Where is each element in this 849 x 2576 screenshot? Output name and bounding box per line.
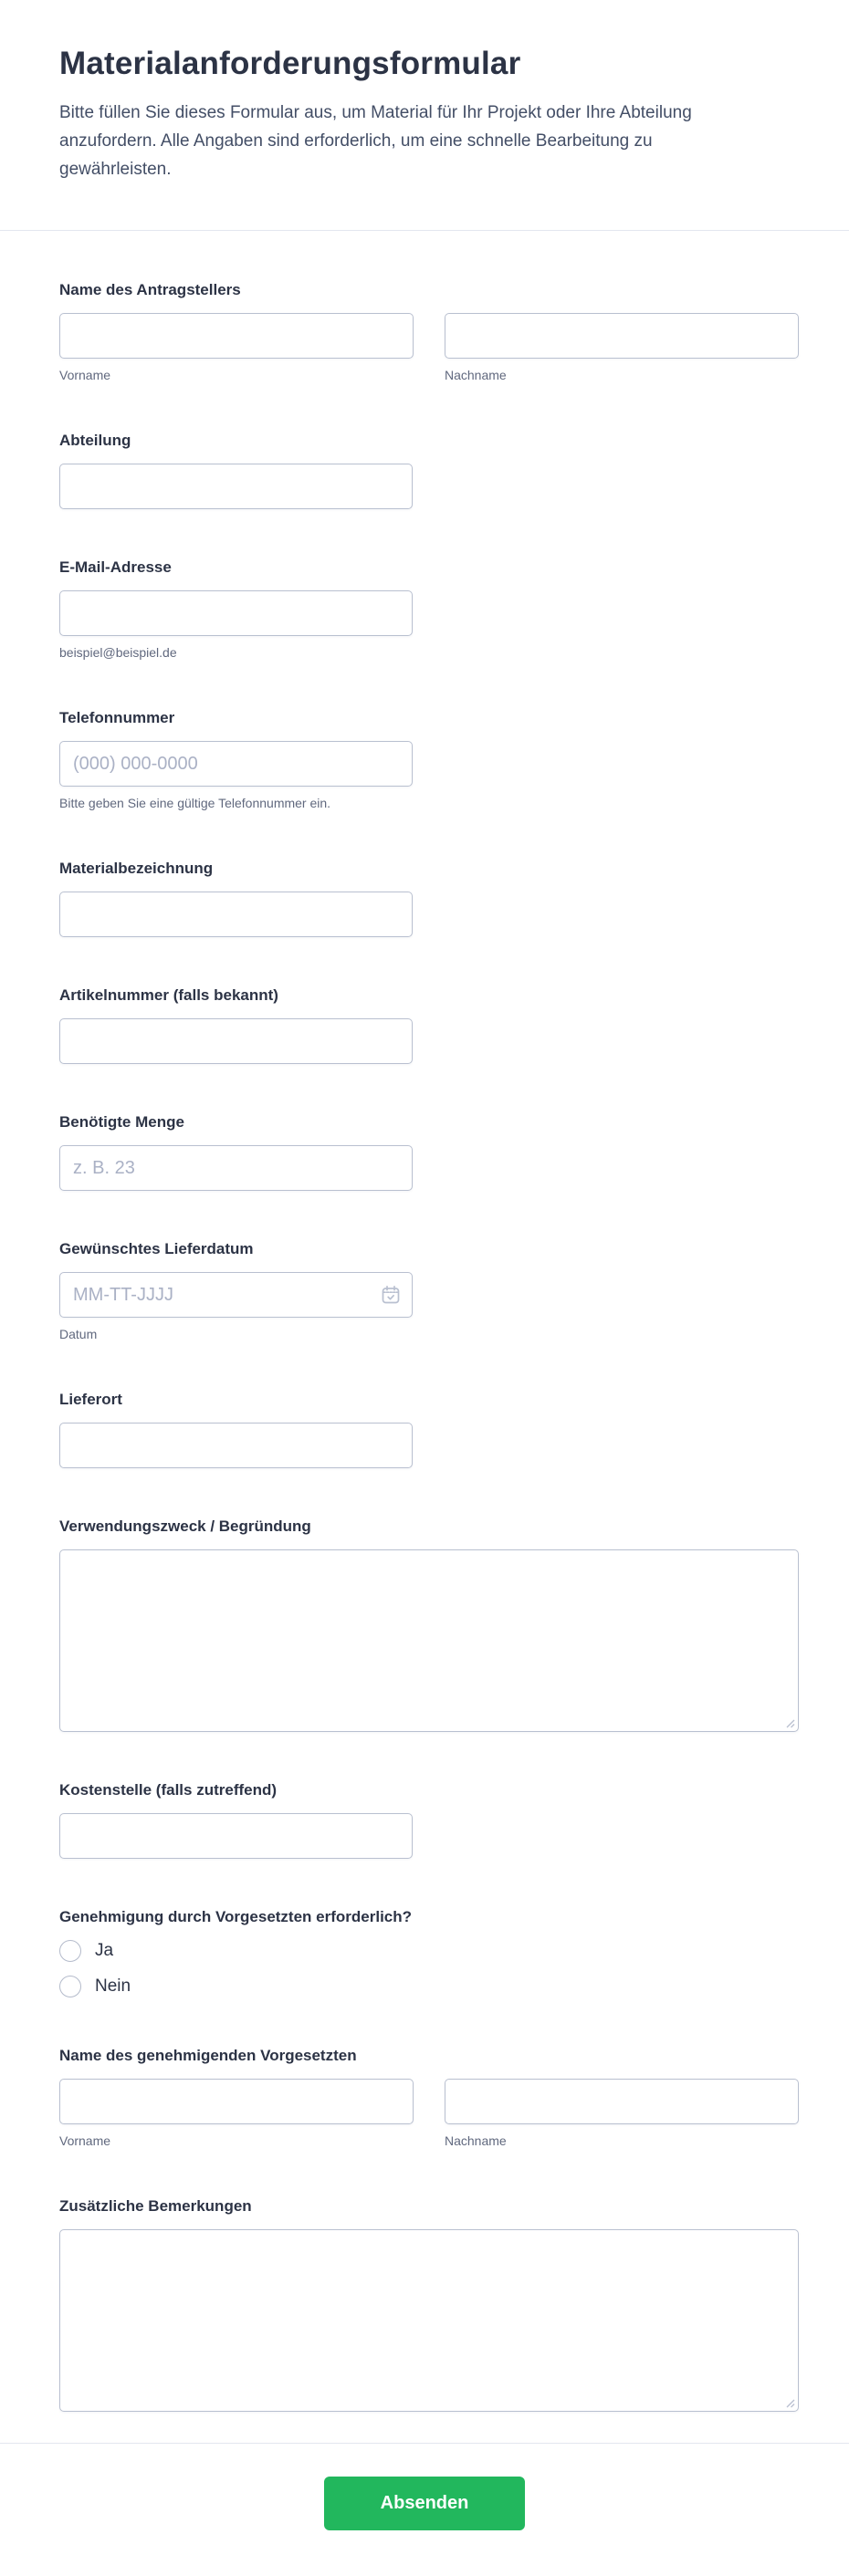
article-number-input[interactable] [59, 1018, 413, 1064]
form-description-line: Bitte füllen Sie dieses Formular aus, um Material für Ihr Projekt oder Ihre Abteilung [59, 103, 692, 122]
field-delivery-date [59, 1239, 799, 1341]
field-email [59, 558, 799, 660]
field-phone [59, 708, 799, 810]
field-label-department: Abteilung [59, 432, 131, 449]
form-header [0, 0, 849, 231]
cost-center-input[interactable] [59, 1813, 413, 1859]
sublabel-first-name: Vorname [59, 2133, 111, 2148]
field-cost-center [59, 1780, 799, 1859]
submit-button[interactable]: Absenden [324, 2477, 525, 2530]
sublabel-last-name: Nachname [445, 2133, 507, 2148]
quantity-input[interactable] [59, 1145, 413, 1191]
field-label-purpose: Verwendungszweck / Begründung [59, 1517, 311, 1535]
field-label-approver-name: Name des genehmigenden Vorgesetzten [59, 2047, 357, 2064]
form-description [59, 99, 781, 183]
approver-last-name-input[interactable] [445, 2079, 799, 2124]
purpose-textarea[interactable] [59, 1549, 799, 1732]
field-label-cost-center: Kostenstelle (falls zutreffend) [59, 1781, 278, 1799]
sublabel-last-name: Nachname [445, 368, 507, 382]
field-quantity [59, 1112, 799, 1191]
calendar-check-icon[interactable] [379, 1283, 403, 1307]
remarks-textarea[interactable] [59, 2229, 799, 2412]
email-hint: beispiel@beispiel.de [59, 645, 177, 660]
field-label-material-name: Materialbezeichnung [59, 860, 214, 877]
field-label-remarks: Zusätzliche Bemerkungen [59, 2197, 252, 2215]
delivery-date-input[interactable] [59, 1272, 413, 1318]
applicant-first-name-input[interactable] [59, 313, 414, 359]
radio-label-nein: Nein [95, 1976, 131, 1996]
field-label-delivery-date: Gewünschtes Lieferdatum [59, 1240, 254, 1257]
field-label-quantity: Benötigte Menge [59, 1113, 184, 1131]
field-remarks [59, 2196, 799, 2412]
radio-label-ja: Ja [95, 1941, 114, 1960]
delivery-date-hint: Datum [59, 1327, 98, 1341]
material-name-input[interactable] [59, 892, 413, 937]
field-applicant-name [59, 280, 799, 382]
field-approver-name [59, 2046, 799, 2148]
email-input[interactable] [59, 590, 413, 636]
field-label-delivery-location: Lieferort [59, 1391, 122, 1408]
department-input[interactable] [59, 464, 413, 509]
field-label-email: E-Mail-Adresse [59, 558, 172, 576]
field-label-approval-required: Genehmigung durch Vorgesetzten erforderlich? [59, 1908, 413, 1925]
form-title: Materialanforderungsformular [59, 46, 521, 81]
approver-first-name-input[interactable] [59, 2079, 414, 2124]
field-label-article-number: Artikelnummer (falls bekannt) [59, 986, 278, 1004]
delivery-location-input[interactable] [59, 1423, 413, 1468]
applicant-last-name-input[interactable] [445, 313, 799, 359]
form-description-line: anzufordern. Alle Angaben sind erforderlich, um eine schnelle Bearbeitung zu [59, 131, 653, 151]
field-article-number [59, 986, 799, 1064]
field-material-name [59, 859, 799, 937]
submit-area [0, 2444, 849, 2574]
field-approval-required [59, 1907, 799, 1997]
radio-button-icon[interactable] [59, 1976, 81, 1997]
form-description-line: gewährleisten. [59, 160, 172, 179]
phone-hint: Bitte geben Sie eine gültige Telefonnummer ein. [59, 796, 331, 810]
field-label-applicant-name: Name des Antragstellers [59, 281, 241, 298]
radio-option-ja[interactable] [59, 1940, 113, 1962]
field-delivery-location [59, 1390, 799, 1468]
form-body [0, 231, 849, 2412]
radio-option-nein[interactable] [59, 1976, 131, 1997]
field-purpose [59, 1517, 799, 1732]
resize-grip-icon[interactable] [784, 1716, 795, 1727]
resize-grip-icon[interactable] [784, 2396, 795, 2407]
radio-button-icon[interactable] [59, 1940, 81, 1962]
sublabel-first-name: Vorname [59, 368, 111, 382]
field-department [59, 431, 799, 509]
phone-input[interactable] [59, 741, 413, 787]
field-label-phone: Telefonnummer [59, 709, 175, 726]
